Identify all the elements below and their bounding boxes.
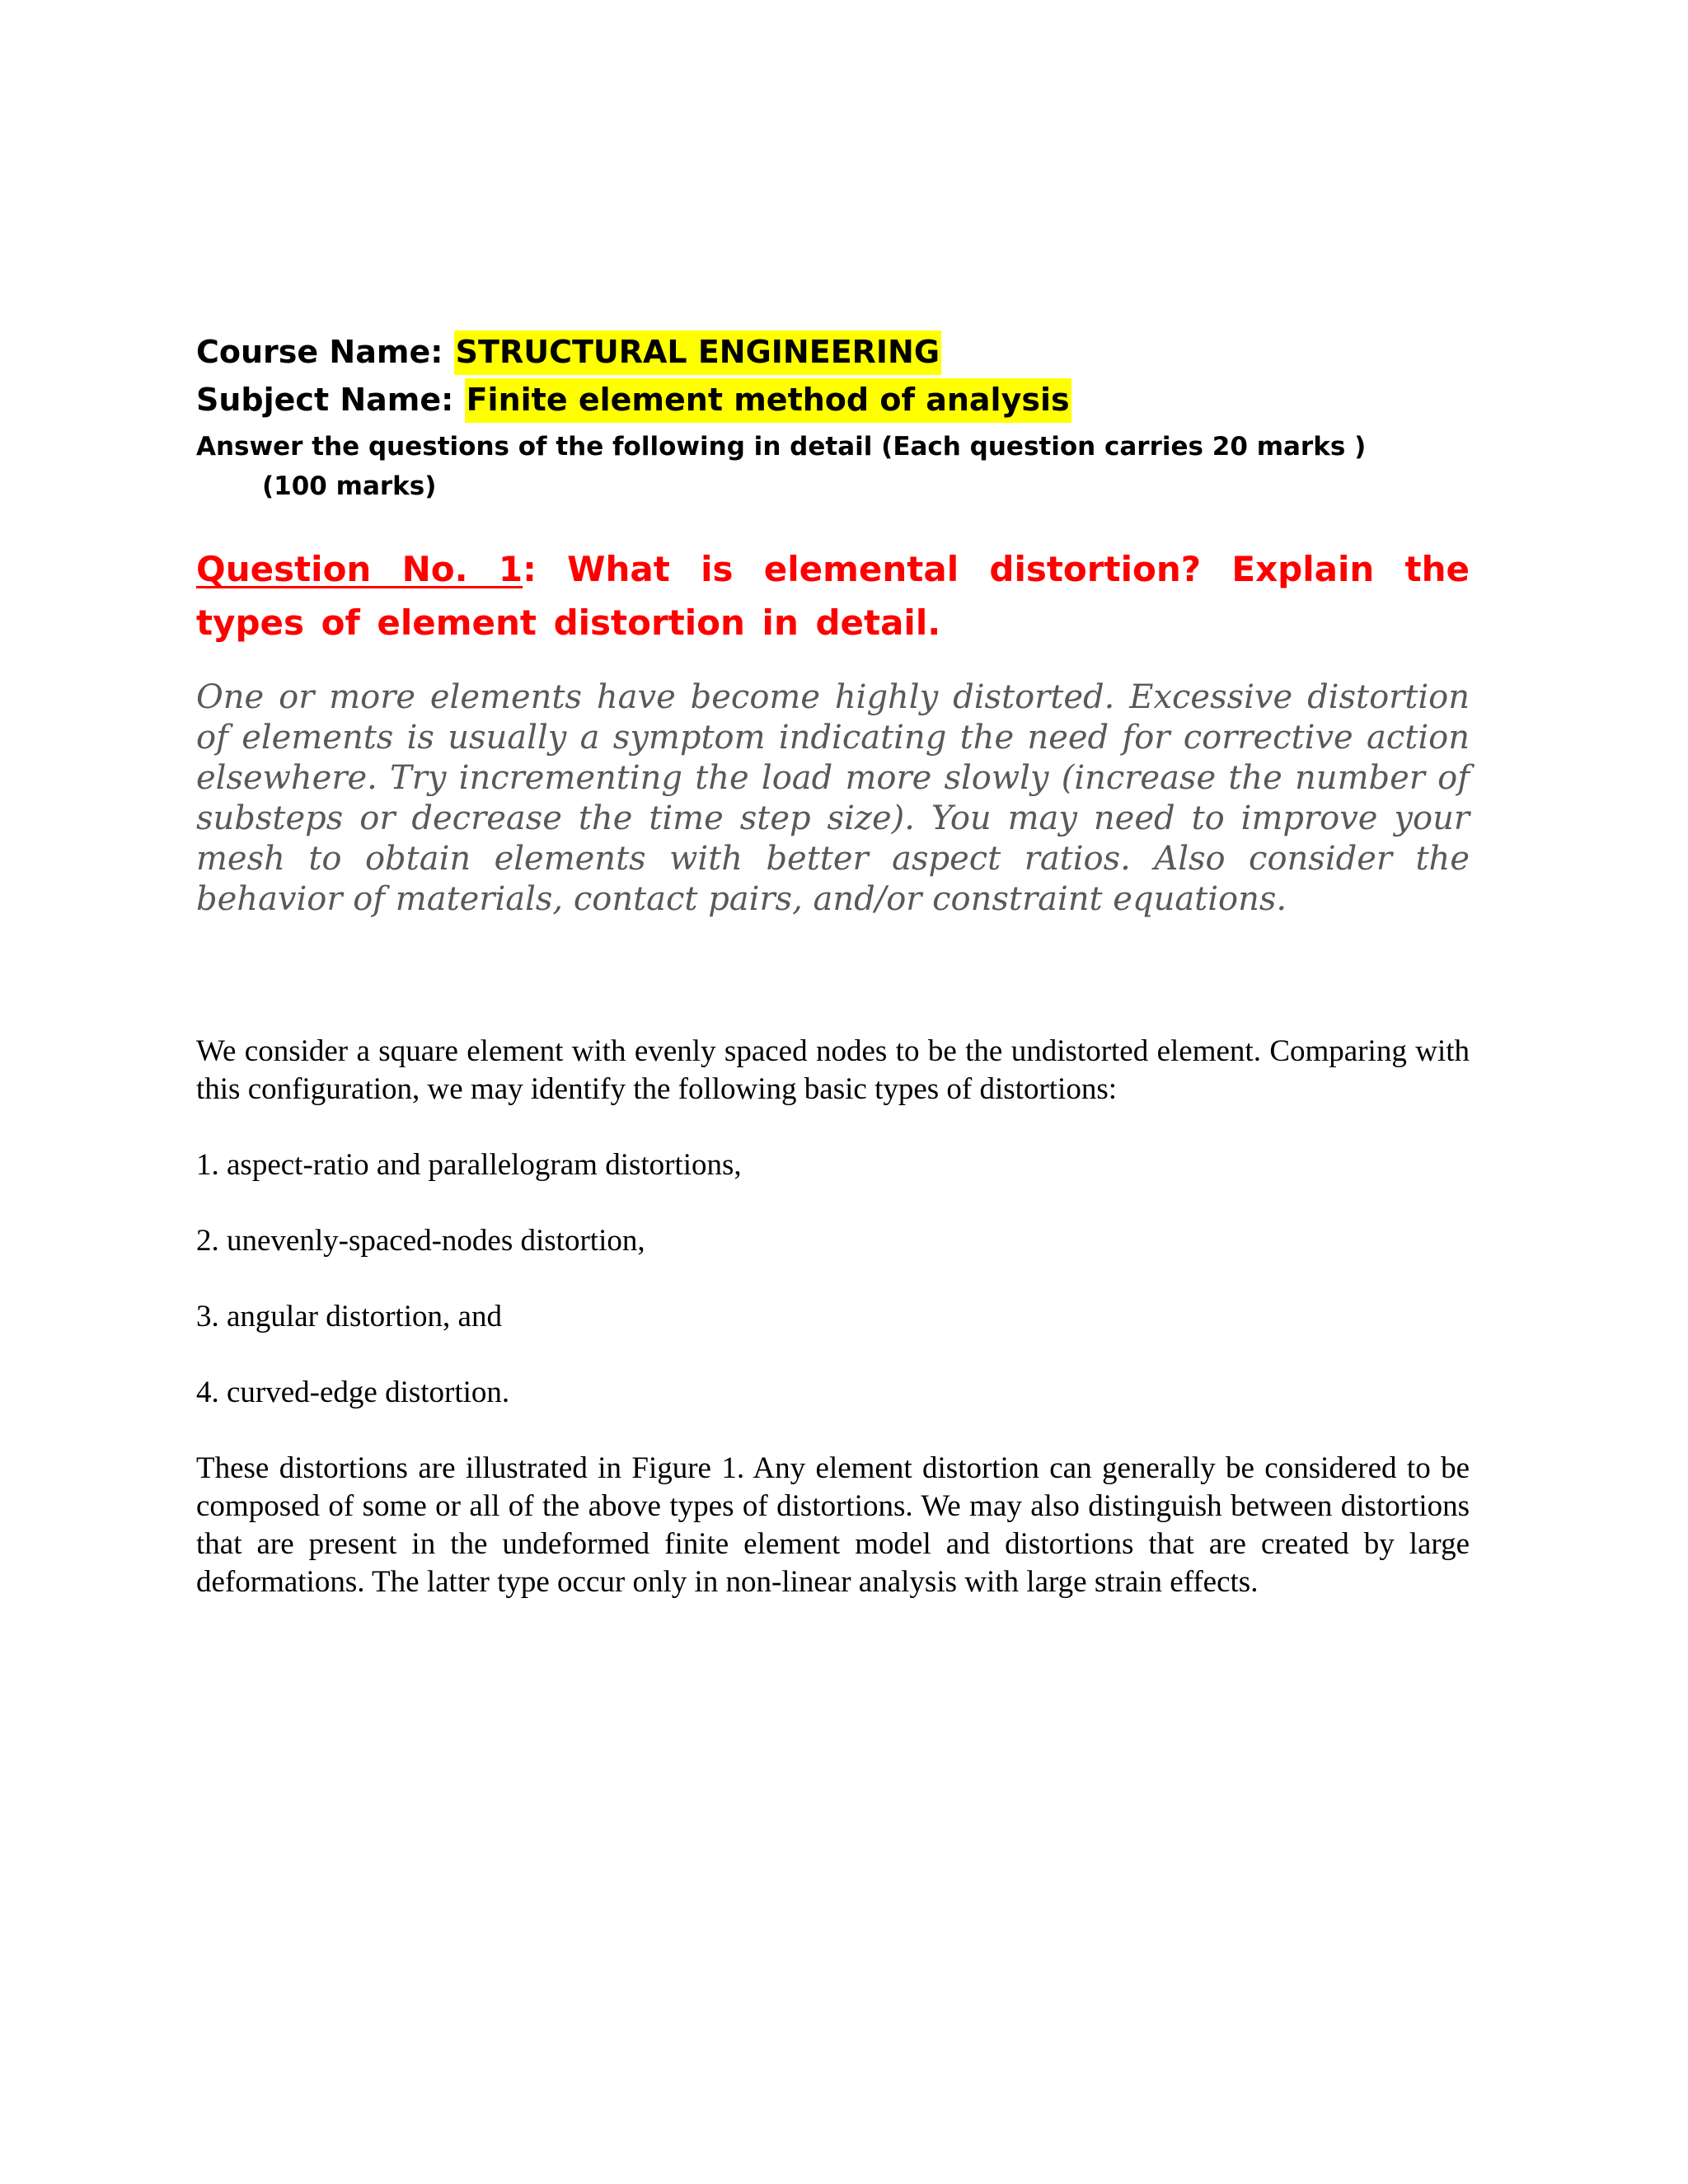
- distortion-type-3: 3. angular distortion, and: [196, 1300, 502, 1333]
- instruction-text: Answer the questions of the following in detail (Each question carries 20 marks ): [196, 432, 1367, 462]
- course-name-label: Course Name:: [196, 334, 454, 370]
- subject-name-label: Subject Name:: [196, 382, 465, 418]
- distortion-type-1: 1. aspect-ratio and parallelogram distortions,: [196, 1148, 742, 1182]
- question-heading: [196, 542, 1470, 649]
- instruction-line: [196, 427, 1470, 506]
- question-separator: :: [523, 549, 568, 589]
- question-label: Question No. 1: [196, 549, 523, 589]
- quoted-explanation: One or more elements have become highly distorted. Excessive distortion of elements is usually a symptom indicating the need for corrective action elsewhere. Try incrementing the load more slowly (increase the number of substeps or decrease the time step size). You may need to improve your mesh to obtain elements with better aspect ratios. Also consider the behavior of materials, contact pairs, and/or constraint equations.: [196, 678, 1470, 918]
- course-name-line: [196, 328, 1470, 376]
- answer-intro: We consider a square element with evenly spaced nodes to be the undistorted element. Comparing with this configuration, we may identify the following basic types of distortions:: [196, 1034, 1470, 1106]
- subject-name-value: Finite element method of analysis: [465, 378, 1071, 423]
- answer-closing: These distortions are illustrated in Figure 1. Any element distortion can generally be considered to be composed of some or all of the above types of distortions. We may also distinguish between distortions that are present in the undeformed finite element model and distortions that are created by large deformations. The latter type occur only in non-linear analysis with large strain effects.: [196, 1451, 1470, 1599]
- course-name-value: STRUCTURAL ENGINEERING: [454, 330, 941, 375]
- total-marks: (100 marks): [262, 471, 437, 501]
- document-page: [196, 328, 1470, 1601]
- question-text: What is elemental distortion? Explain the types of element distortion in detail.: [196, 549, 1470, 643]
- distortion-type-4: 4. curved-edge distortion.: [196, 1376, 510, 1409]
- distortion-type-2: 2. unevenly-spaced-nodes distortion,: [196, 1224, 645, 1258]
- subject-name-line: [196, 376, 1470, 424]
